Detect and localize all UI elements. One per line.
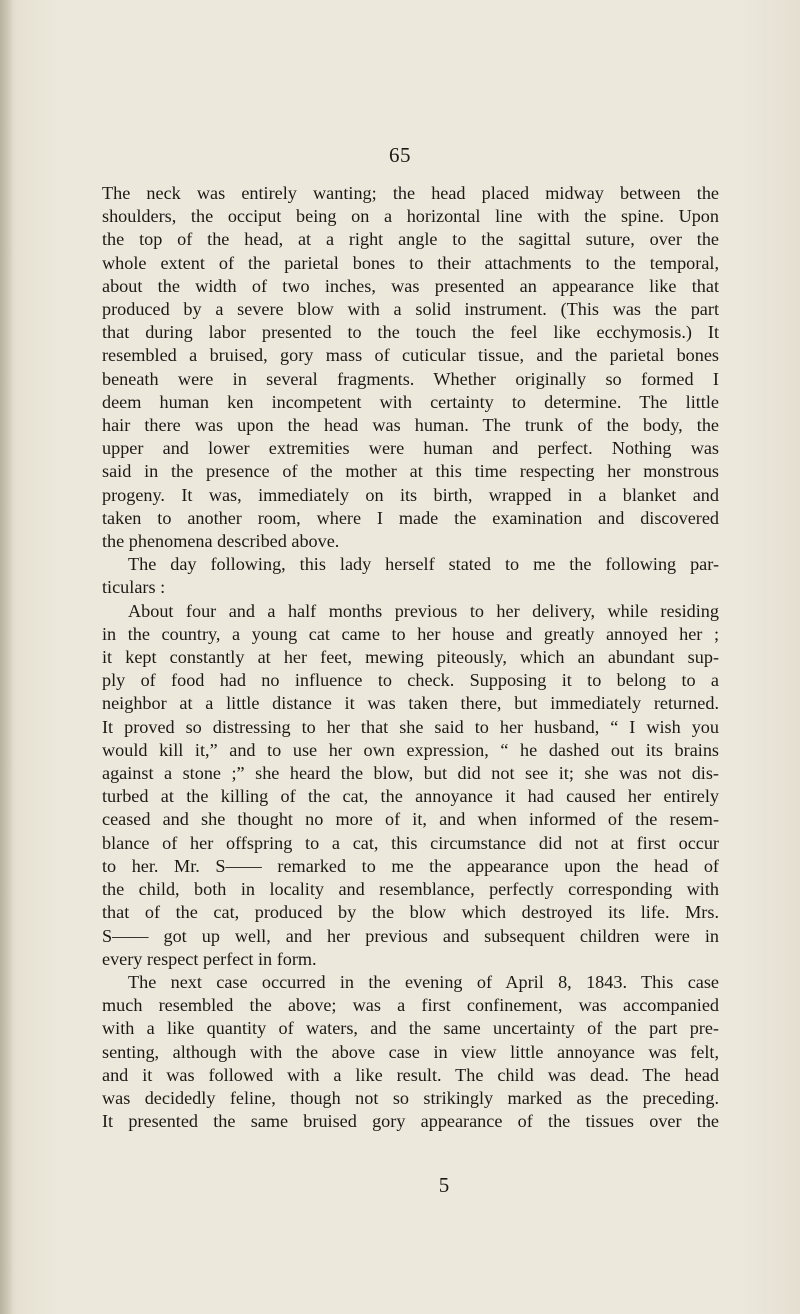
text-line: to her. Mr. S—— remarked to me the appearance upon the head of: [102, 855, 719, 876]
text-line: said in the presence of the mother at this time respecting her monstrous: [102, 461, 719, 482]
text-line: hair there was upon the head was human. The trunk of the body, the: [102, 415, 719, 436]
text-line: the phenomena described above.: [102, 531, 340, 552]
text-line: taken to another room, where I made the examination and discovered: [102, 507, 719, 528]
text-line: resembled a bruised, gory mass of cuticular tissue, and the parietal bones: [102, 345, 719, 366]
text-line: turbed at the killing of the cat, the annoyance it had caused her entirely: [102, 786, 719, 807]
text-line: the top of the head, at a right angle to the sagittal suture, over the: [102, 229, 719, 250]
text-line: would kill it,” and to use her own expression, “ he dashed out its brains: [102, 739, 719, 760]
text-line: and it was followed with a like result. The child was dead. The head: [102, 1064, 719, 1085]
text-line: About four and a half months previous to her delivery, while residing: [128, 600, 719, 621]
text-line: The next case occurred in the evening of April 8, 1843. This case: [128, 971, 719, 992]
text-line: that during labor presented to the touch the feel like ecchymosis.) It: [102, 322, 719, 343]
text-line: against a stone ;” she heard the blow, but did not see it; she was not dis-: [102, 763, 719, 784]
text-line: beneath were in several fragments. Whether originally so formed I: [102, 368, 719, 389]
text-line: deem human ken incompetent with certainty to determine. The little: [102, 391, 719, 412]
text-line: much resembled the above; was a first confinement, was accompanied: [102, 995, 719, 1016]
text-line: ceased and she thought no more of it, and when informed of the resem-: [102, 809, 719, 830]
text-line: senting, although with the above case in view little annoyance was felt,: [102, 1041, 719, 1062]
signature-mark: 5: [438, 1173, 450, 1197]
page-number: 65: [389, 143, 411, 167]
text-line: the child, both in locality and resemblance, perfectly corresponding with: [102, 879, 719, 900]
body-text: [102, 182, 719, 1133]
text-line: The neck was entirely wanting; the head placed midway between the: [102, 183, 719, 203]
text-line: whole extent of the parietal bones to their attachments to the temporal,: [102, 252, 719, 273]
text-line: about the width of two inches, was presented an appearance like that: [102, 275, 719, 296]
text-line: ply of food had no influence to check. Supposing it to belong to a: [102, 670, 719, 691]
text-line: it kept constantly at her feet, mewing piteously, which an abundant sup-: [102, 647, 719, 668]
text-line: that of the cat, produced by the blow which destroyed its life. Mrs.: [102, 902, 719, 923]
text-line: It proved so distressing to her that she said to her husband, “ I wish you: [102, 716, 719, 737]
text-line: progeny. It was, immediately on its birth, wrapped in a blanket and: [102, 484, 719, 505]
binding-shadow: [0, 0, 14, 1314]
text-line: shoulders, the occiput being on a horizontal line with the spine. Upon: [102, 206, 719, 227]
text-line: blance of her offspring to a cat, this circumstance did not at first occur: [102, 832, 719, 853]
text-line: upper and lower extremities were human and perfect. Nothing was: [102, 438, 719, 459]
text-line: with a like quantity of waters, and the same uncertainty of the part pre-: [102, 1018, 719, 1039]
text-line: It presented the same bruised gory appearance of the tissues over the: [102, 1111, 719, 1132]
text-line: neighbor at a little distance it was taken there, but immediately returned.: [102, 693, 719, 714]
text-line: S—— got up well, and her previous and subsequent children were in: [102, 925, 719, 946]
text-line: was decidedly feline, though not so strikingly marked as the preceding.: [102, 1087, 719, 1108]
text-line: produced by a severe blow with a solid instrument. (This was the part: [102, 299, 719, 320]
text-line: in the country, a young cat came to her house and greatly annoyed her ;: [102, 623, 719, 644]
text-line: The day following, this lady herself stated to me the following par-: [128, 554, 719, 575]
text-line: every respect perfect in form.: [102, 948, 317, 969]
text-line: ticulars :: [102, 577, 166, 598]
